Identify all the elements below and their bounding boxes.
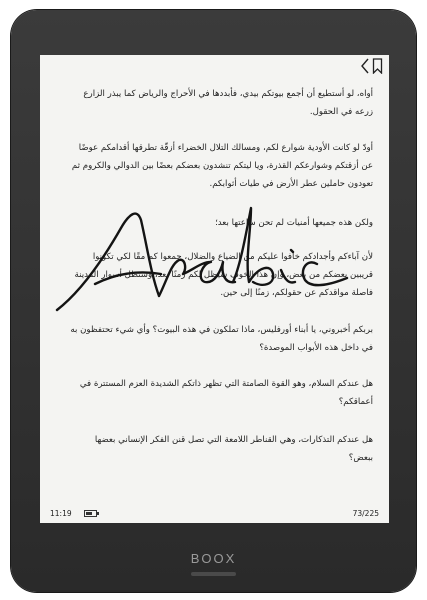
top-toolbar: [359, 58, 383, 74]
page-indicator: 73/225: [352, 509, 379, 518]
brand-logo: BOOX: [190, 551, 237, 566]
bookmark-icon[interactable]: [372, 58, 383, 74]
handwritten-annotation-drawing: [55, 200, 355, 320]
status-time: 11:19: [50, 509, 72, 518]
paragraph-3: ولكن هذه جميعها أمنيات لم تحن ساعتها بعد؛: [215, 218, 373, 228]
home-button[interactable]: [191, 572, 236, 576]
paragraph-2: أودّ لو كانت الأودية شوارع لكم، ومسالك التلال الخضراء أزقّة تطرقها أقدامكم عوضًا عن أزقتكم وشوارعكم القذرة، ويا ليتكم تنشدون بعضكم بعضًا بين الدوالي والكروم ثم تعودون حاملين عطر الأرض في طيات أثوابكم.: [71, 143, 373, 189]
paragraph-4: لأن آباءكم وأجدادكم خافوا عليكم من الضياع والضلال، جمعوا كم مقًا لكي تكونوا قريبين بعضكم من بعض، وإن هذا الخوف سيظل لكم زمنًا بعد، وستظل أسوار المدينة فاصلة مواقدكم عن حقولكم، زمنًا إلى حين.: [74, 252, 373, 298]
battery-icon: [84, 510, 97, 517]
paragraph-6: هل عندكم السلام، وهو القوة الصامتة التي تظهر ذاتكم الشديدة العزم المستترة في أعماقكم؟: [79, 379, 373, 407]
paragraph-5: بربكم أخبروني، يا أبناء أورفليس، ماذا تملكون في هذه البيوت؟ وأي شيء تحتفظون به في داخل هذه الأبواب الموصدة؟: [70, 325, 373, 353]
toc-icon[interactable]: [359, 58, 370, 74]
paragraph-1: أواه، لو أستطيع أن أجمع بيوتكم بيدي، فأبددها في الأحراج والرياض كما يبذر الزارع زرعه في الحقول.: [83, 89, 373, 117]
paragraph-7: هل عندكم التذكارات، وهي القناطر اللامعة التي تصل قنن الفكر الإنساني بعضها ببعض؟: [94, 435, 373, 463]
